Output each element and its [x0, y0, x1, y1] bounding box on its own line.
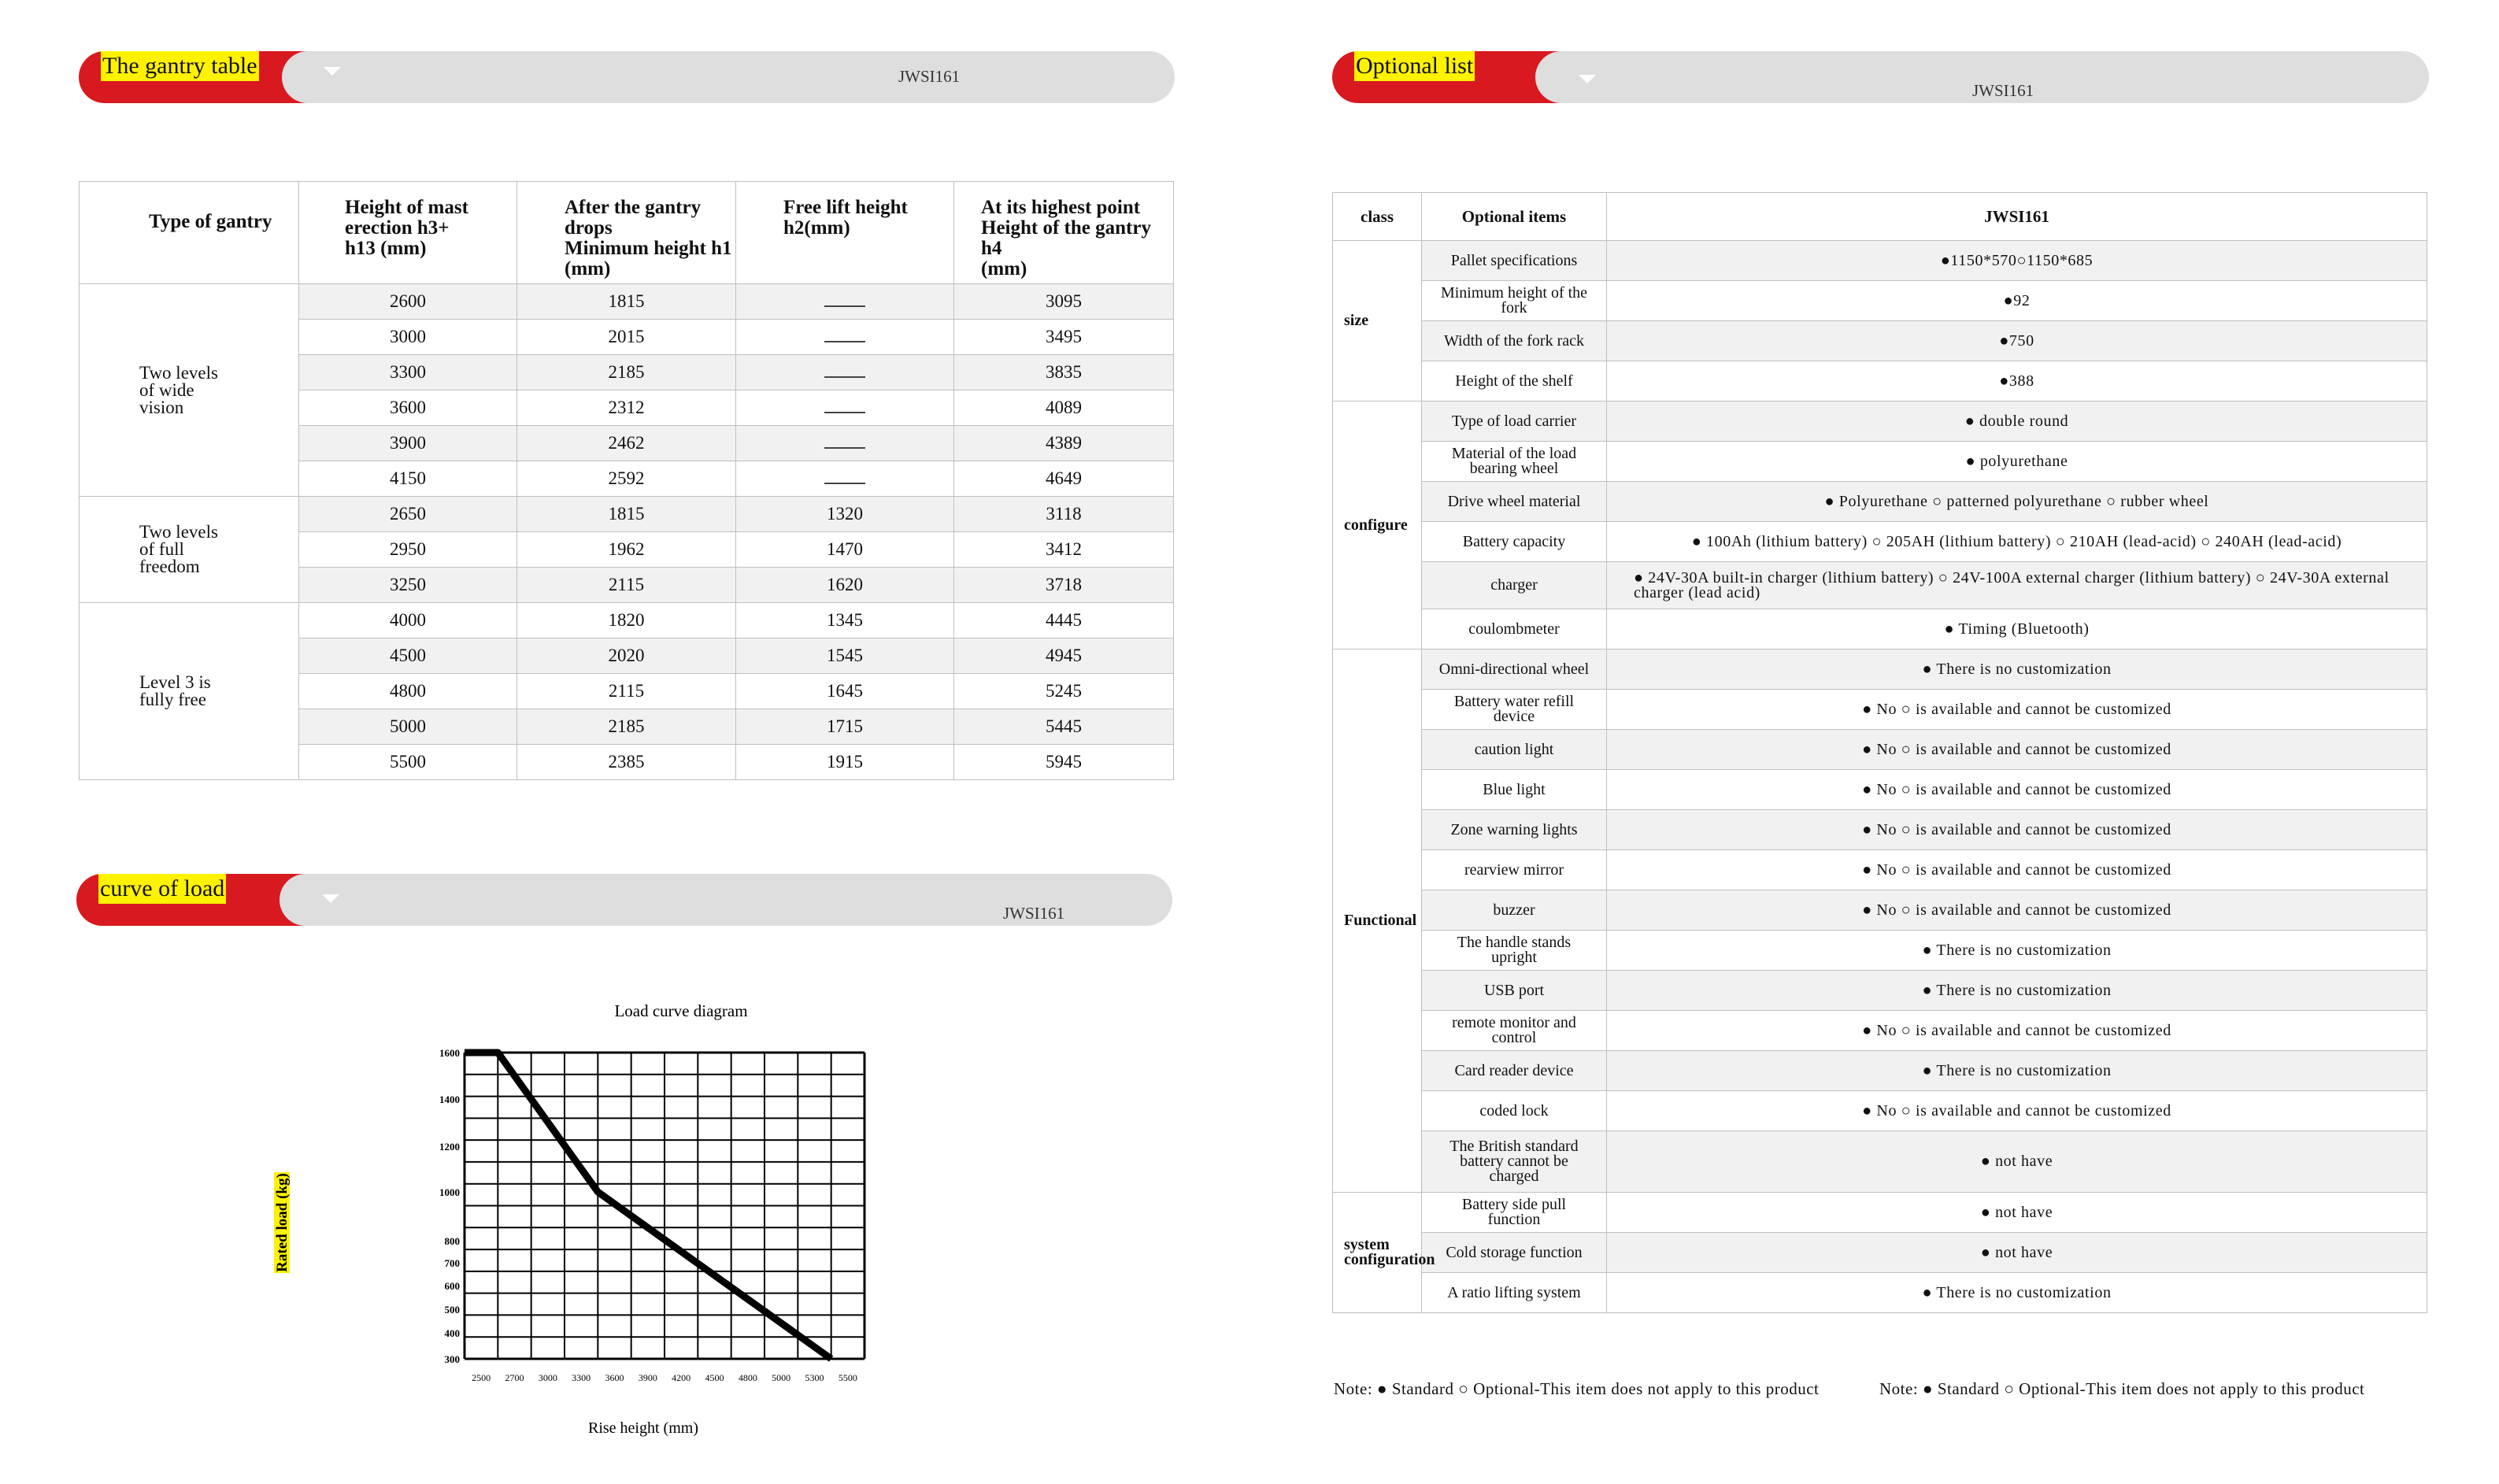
optional-item: Card reader device — [1422, 1051, 1607, 1091]
table-row — [1333, 690, 2427, 730]
gantry-cell: 4150 — [299, 461, 517, 497]
table-row — [1333, 850, 2427, 890]
x-tick-label: 2500 — [472, 1372, 491, 1383]
not-applicable-dash — [824, 472, 865, 484]
x-tick-label: 2700 — [505, 1372, 524, 1383]
chevron-down-icon[interactable] — [322, 894, 339, 903]
optional-value: ● not have — [1607, 1193, 2427, 1233]
optional-value: ● There is no customization — [1607, 649, 2427, 690]
optional-item: coulombmeter — [1422, 609, 1607, 649]
optional-section-title: Optional list — [1354, 51, 1475, 81]
optional-value: ● There is no customization — [1607, 1051, 2427, 1091]
x-tick-label: 5300 — [805, 1372, 824, 1383]
optional-value: ● No ○ is available and cannot be customized — [1607, 890, 2427, 931]
gantry-header-4: At its highest point Height of the gantry h4 (mm) — [954, 182, 1174, 284]
gantry-cell: 3250 — [299, 568, 517, 603]
gantry-cell: 1470 — [736, 532, 954, 568]
gantry-cell: 2950 — [299, 532, 517, 568]
optional-class: size — [1333, 241, 1422, 402]
optional-item: The British standard battery cannot be charged — [1422, 1131, 1607, 1193]
optional-item: Omni-directional wheel — [1422, 649, 1607, 690]
optional-item: Material of the load bearing wheel — [1422, 442, 1607, 482]
optional-class: configure — [1333, 402, 1422, 649]
gantry-cell: 3095 — [954, 284, 1174, 320]
gantry-cell: 1715 — [736, 709, 954, 745]
table-row — [1333, 730, 2427, 770]
gantry-cell: 3835 — [954, 355, 1174, 390]
optional-value: ● No ○ is available and cannot be customized — [1607, 770, 2427, 810]
optional-header-0: class — [1333, 193, 1422, 241]
gantry-cell: 2185 — [517, 709, 736, 745]
x-tick-label: 4500 — [705, 1372, 724, 1383]
optional-value: ●92 — [1607, 281, 2427, 321]
optional-value: ● polyurethane — [1607, 442, 2427, 482]
x-tick-label: 3000 — [538, 1372, 557, 1383]
optional-value: ●388 — [1607, 361, 2427, 402]
optional-value: ● There is no customization — [1607, 1273, 2427, 1313]
not-applicable-dash — [824, 330, 865, 342]
optional-value: ● No ○ is available and cannot be customized — [1607, 690, 2427, 730]
gantry-section-code: JWSI161 — [898, 67, 961, 86]
table-row — [1333, 402, 2427, 442]
optional-item: coded lock — [1422, 1091, 1607, 1131]
y-tick-label: 300 — [444, 1353, 460, 1365]
table-row — [1333, 482, 2427, 522]
gantry-cell: 2115 — [517, 568, 736, 603]
table-row — [1333, 1011, 2427, 1051]
optional-item: Drive wheel material — [1422, 482, 1607, 522]
table-row — [1333, 1233, 2427, 1273]
not-applicable-dash — [824, 401, 865, 413]
gantry-cell — [736, 320, 954, 355]
optional-item: Pallet specifications — [1422, 241, 1607, 281]
gantry-cell: 2115 — [517, 674, 736, 709]
gantry-cell: 3718 — [954, 568, 1174, 603]
gantry-cell: 1815 — [517, 284, 736, 320]
table-row — [1333, 562, 2427, 609]
optional-value: ● There is no customization — [1607, 931, 2427, 971]
table-row — [1333, 1273, 2427, 1313]
curve-section-banner — [76, 874, 1172, 926]
y-tick-label: 1000 — [439, 1186, 460, 1198]
gantry-cell: 2462 — [517, 426, 736, 461]
x-tick-label: 4800 — [738, 1372, 757, 1383]
gantry-cell: 1645 — [736, 674, 954, 709]
gantry-cell: 3000 — [299, 320, 517, 355]
gantry-cell: 3495 — [954, 320, 1174, 355]
x-tick-label: 5500 — [838, 1372, 857, 1383]
gantry-header-2: After the gantry drops Minimum height h1 (mm) — [517, 182, 736, 284]
optional-item: buzzer — [1422, 890, 1607, 931]
gantry-cell: 3600 — [299, 390, 517, 426]
optional-item: Type of load carrier — [1422, 402, 1607, 442]
optional-header-2: JWSI161 — [1607, 193, 2427, 241]
optional-item: Height of the shelf — [1422, 361, 1607, 402]
chart-y-label: Rated load (kg) — [274, 1173, 291, 1272]
gantry-cell — [736, 461, 954, 497]
optional-item: caution light — [1422, 730, 1607, 770]
optional-item: Width of the fork rack — [1422, 321, 1607, 361]
optional-value: ● There is no customization — [1607, 971, 2427, 1011]
gantry-cell: 4800 — [299, 674, 517, 709]
optional-item: remote monitor and control — [1422, 1011, 1607, 1051]
optional-value: ●750 — [1607, 321, 2427, 361]
gantry-cell — [736, 284, 954, 320]
y-tick-label: 700 — [444, 1257, 460, 1269]
table-row — [80, 284, 1174, 320]
optional-item: Battery capacity — [1422, 522, 1607, 562]
table-row — [1333, 890, 2427, 931]
gantry-cell: 5945 — [954, 745, 1174, 780]
gantry-cell: 4649 — [954, 461, 1174, 497]
gantry-table — [79, 181, 1174, 780]
gantry-cell: 3412 — [954, 532, 1174, 568]
gantry-category: Level 3 is fully free — [80, 603, 299, 780]
chart-grid — [465, 1053, 864, 1359]
gantry-cell — [736, 426, 954, 461]
optional-section-banner — [1332, 51, 2429, 103]
optional-table — [1332, 192, 2427, 1313]
chevron-down-icon[interactable] — [324, 67, 341, 76]
optional-item: Blue light — [1422, 770, 1607, 810]
gantry-cell: 4500 — [299, 638, 517, 674]
gantry-cell: 1345 — [736, 603, 954, 638]
gantry-cell: 2650 — [299, 497, 517, 532]
y-tick-label: 500 — [444, 1304, 460, 1316]
table-row — [1333, 770, 2427, 810]
chart-x-label: Rise height (mm) — [588, 1419, 698, 1437]
optional-section-code: JWSI161 — [1972, 81, 2034, 100]
table-row — [1333, 281, 2427, 321]
gantry-category: Two levels of wide vision — [80, 284, 299, 497]
gantry-cell: 1915 — [736, 745, 954, 780]
optional-item: rearview mirror — [1422, 850, 1607, 890]
gantry-cell: 1320 — [736, 497, 954, 532]
optional-value: ● No ○ is available and cannot be customized — [1607, 1091, 2427, 1131]
optional-value: ● not have — [1607, 1233, 2427, 1273]
gantry-cell: 4089 — [954, 390, 1174, 426]
gantry-cell: 4389 — [954, 426, 1174, 461]
optional-value: ●1150*570○1150*685 — [1607, 241, 2427, 281]
gantry-header-0: Type of gantry — [80, 182, 299, 284]
gantry-cell: 5445 — [954, 709, 1174, 745]
chart-title: Load curve diagram — [614, 1001, 748, 1020]
optional-value: ● No ○ is available and cannot be customized — [1607, 850, 2427, 890]
gantry-cell: 4000 — [299, 603, 517, 638]
x-tick-label: 5000 — [772, 1372, 791, 1383]
y-tick-label: 400 — [444, 1327, 460, 1339]
load-curve-chart — [236, 992, 1024, 1464]
gantry-cell: 3900 — [299, 426, 517, 461]
y-tick-label: 1200 — [439, 1141, 460, 1153]
optional-item: Minimum height of the fork — [1422, 281, 1607, 321]
x-tick-label: 3300 — [572, 1372, 591, 1383]
gantry-cell: 3118 — [954, 497, 1174, 532]
chevron-down-icon[interactable] — [1579, 75, 1596, 83]
gantry-cell: 2600 — [299, 284, 517, 320]
table-row — [1333, 1051, 2427, 1091]
y-tick-label: 1400 — [439, 1094, 460, 1105]
table-row — [1333, 1091, 2427, 1131]
gantry-cell: 1820 — [517, 603, 736, 638]
x-tick-label: 3600 — [605, 1372, 624, 1383]
x-tick-label: 4200 — [672, 1372, 691, 1383]
table-row — [80, 603, 1174, 638]
gantry-category: Two levels of full freedom — [80, 497, 299, 603]
optional-value: ● No ○ is available and cannot be customized — [1607, 730, 2427, 770]
banner-grey-bar — [282, 51, 1175, 103]
optional-item: Cold storage function — [1422, 1233, 1607, 1273]
gantry-cell: 1545 — [736, 638, 954, 674]
gantry-cell: 1962 — [517, 532, 736, 568]
gantry-cell: 2312 — [517, 390, 736, 426]
gantry-section-banner — [79, 51, 1175, 103]
optional-value: ● Polyurethane ○ patterned polyurethane ○ rubber wheel — [1607, 482, 2427, 522]
curve-section-title: curve of load — [98, 874, 226, 904]
gantry-header-1: Height of mast erection h3+ h13 (mm) — [299, 182, 517, 284]
chart-x-ticks — [472, 1372, 857, 1383]
not-applicable-dash — [824, 294, 865, 307]
optional-item: Battery side pull function — [1422, 1193, 1607, 1233]
table-row — [80, 497, 1174, 532]
table-row — [1333, 649, 2427, 690]
optional-item: The handle stands upright — [1422, 931, 1607, 971]
gantry-cell — [736, 390, 954, 426]
y-tick-label: 600 — [444, 1280, 460, 1292]
gantry-cell: 5500 — [299, 745, 517, 780]
optional-item: Zone warning lights — [1422, 810, 1607, 850]
gantry-cell — [736, 355, 954, 390]
optional-value: ● Timing (Bluetooth) — [1607, 609, 2427, 649]
gantry-cell: 2185 — [517, 355, 736, 390]
optional-header-1: Optional items — [1422, 193, 1607, 241]
gantry-cell: 1815 — [517, 497, 736, 532]
gantry-cell: 5245 — [954, 674, 1174, 709]
optional-class: system configuration — [1333, 1193, 1422, 1313]
table-row — [1333, 522, 2427, 562]
gantry-cell: 4945 — [954, 638, 1174, 674]
gantry-cell: 5000 — [299, 709, 517, 745]
table-row — [1333, 810, 2427, 850]
y-tick-label: 800 — [444, 1235, 460, 1247]
legend-note-left: Note: ● Standard ○ Optional-This item does not apply to this product — [1334, 1379, 1820, 1398]
table-row — [1333, 1131, 2427, 1193]
gantry-section-title: The gantry table — [101, 51, 259, 81]
gantry-cell: 2015 — [517, 320, 736, 355]
curve-section-code: JWSI161 — [1003, 904, 1065, 923]
gantry-cell: 3300 — [299, 355, 517, 390]
optional-value: ● double round — [1607, 402, 2427, 442]
table-row — [1333, 361, 2427, 402]
gantry-cell: 2020 — [517, 638, 736, 674]
legend-note-right: Note: ● Standard ○ Optional-This item does not apply to this product — [1879, 1379, 2365, 1398]
not-applicable-dash — [824, 436, 865, 449]
optional-item: Battery water refill device — [1422, 690, 1607, 730]
table-row — [1333, 931, 2427, 971]
x-tick-label: 3900 — [638, 1372, 657, 1383]
optional-class: Functional — [1333, 649, 1422, 1193]
table-row — [1333, 321, 2427, 361]
gantry-cell: 4445 — [954, 603, 1174, 638]
table-row — [1333, 241, 2427, 281]
optional-item: USB port — [1422, 971, 1607, 1011]
table-row — [1333, 442, 2427, 482]
gantry-cell: 2385 — [517, 745, 736, 780]
gantry-header-3: Free lift height h2(mm) — [736, 182, 954, 284]
y-tick-label: 1600 — [439, 1047, 460, 1059]
table-row — [1333, 609, 2427, 649]
optional-value: ● not have — [1607, 1131, 2427, 1193]
table-row — [1333, 971, 2427, 1011]
optional-value: ● 24V-30A built-in charger (lithium battery) ○ 24V-100A external charger (lithium battery) ○ 24V-30A external charger (lead acid) — [1607, 562, 2427, 609]
optional-item: A ratio lifting system — [1422, 1273, 1607, 1313]
optional-value: ● No ○ is available and cannot be customized — [1607, 810, 2427, 850]
optional-value: ● No ○ is available and cannot be customized — [1607, 1011, 2427, 1051]
gantry-cell: 2592 — [517, 461, 736, 497]
gantry-cell: 1620 — [736, 568, 954, 603]
not-applicable-dash — [824, 365, 865, 378]
optional-value: ● 100Ah (lithium battery) ○ 205AH (lithium battery) ○ 210AH (lead-acid) ○ 240AH (lead-acid) — [1607, 522, 2427, 562]
chart-y-ticks — [439, 1047, 460, 1365]
optional-item: charger — [1422, 562, 1607, 609]
table-row — [1333, 1193, 2427, 1233]
